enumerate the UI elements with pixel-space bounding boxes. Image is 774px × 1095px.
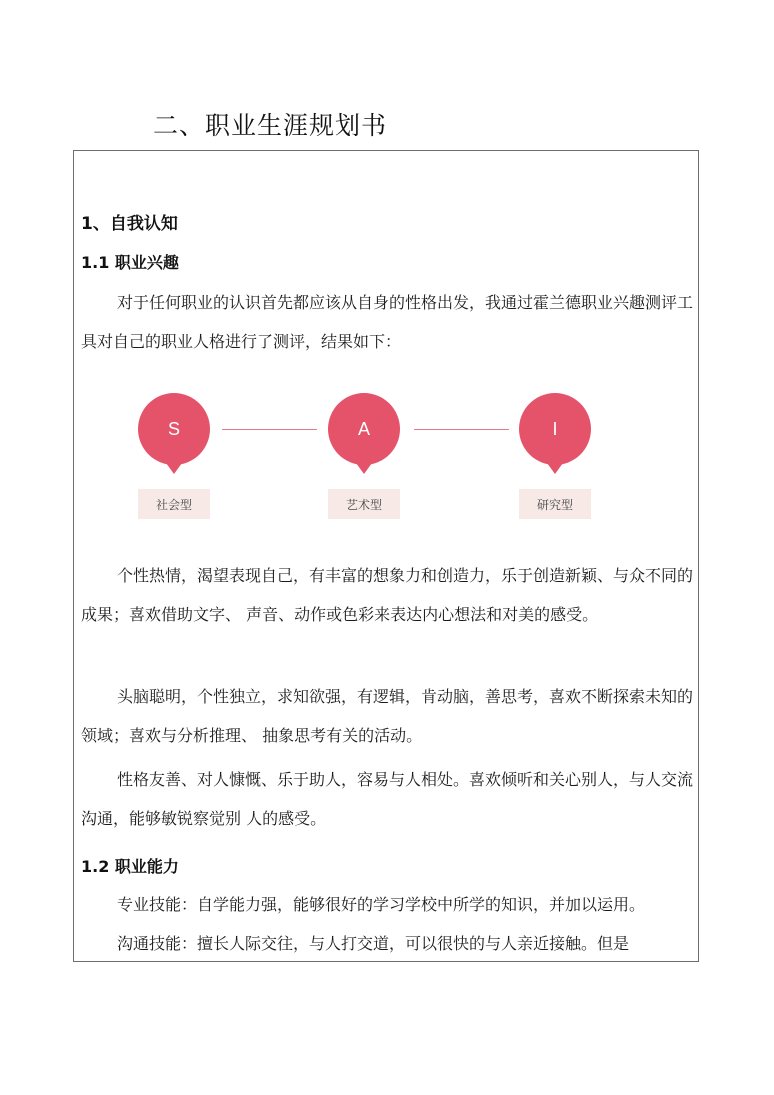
subsection-heading-ability: 1.2 职业能力 bbox=[81, 857, 179, 876]
pointer-icon bbox=[166, 463, 182, 474]
pointer-icon bbox=[356, 463, 372, 474]
type-label-artistic: 艺术型 bbox=[328, 489, 400, 519]
type-badge-s: S bbox=[138, 393, 210, 465]
trait-paragraph-social: 性格友善、对人慷慨、乐于助人，容易与人相处。喜欢倾听和关心别人，与人交流沟通，能够敏锐察觉别 人的感受。 bbox=[81, 770, 694, 828]
page-title: 二、职业生涯规划书 bbox=[152, 111, 387, 140]
type-badge-i: I bbox=[519, 393, 591, 465]
connector-line bbox=[222, 429, 317, 430]
connector-line bbox=[414, 429, 509, 430]
ability-paragraph-communication: 沟通技能：擅长人际交往，与人打交道，可以很快的与人亲近接触。但是 bbox=[117, 934, 630, 953]
trait-paragraph-artistic: 个性热情，渴望表现自己，有丰富的想象力和创造力，乐于创造新颖、与众不同的成果；喜欢借助文字、 声音、动作或色彩来表达内心想法和对美的感受。 bbox=[81, 566, 694, 624]
type-badge-a: A bbox=[328, 393, 400, 465]
type-label-investigative: 研究型 bbox=[519, 489, 591, 519]
section-heading-self-awareness: 1、自我认知 bbox=[81, 214, 178, 234]
ability-paragraph-professional: 专业技能：自学能力强，能够很好的学习学校中所学的知识，并加以运用。 bbox=[117, 895, 646, 914]
trait-paragraph-investigative: 头脑聪明，个性独立，求知欲强，有逻辑，肯动脑，善思考，喜欢不断探索未知的领域；喜欢与分析推理、 抽象思考有关的活动。 bbox=[81, 687, 694, 745]
intro-paragraph: 对于任何职业的认识首先都应该从自身的性格出发，我通过霍兰德职业兴趣测评工具对自己的职业人格进行了测评，结果如下： bbox=[81, 293, 694, 351]
type-label-social: 社会型 bbox=[138, 489, 210, 519]
subsection-heading-interest: 1.1 职业兴趣 bbox=[81, 253, 179, 272]
pointer-icon bbox=[547, 463, 563, 474]
